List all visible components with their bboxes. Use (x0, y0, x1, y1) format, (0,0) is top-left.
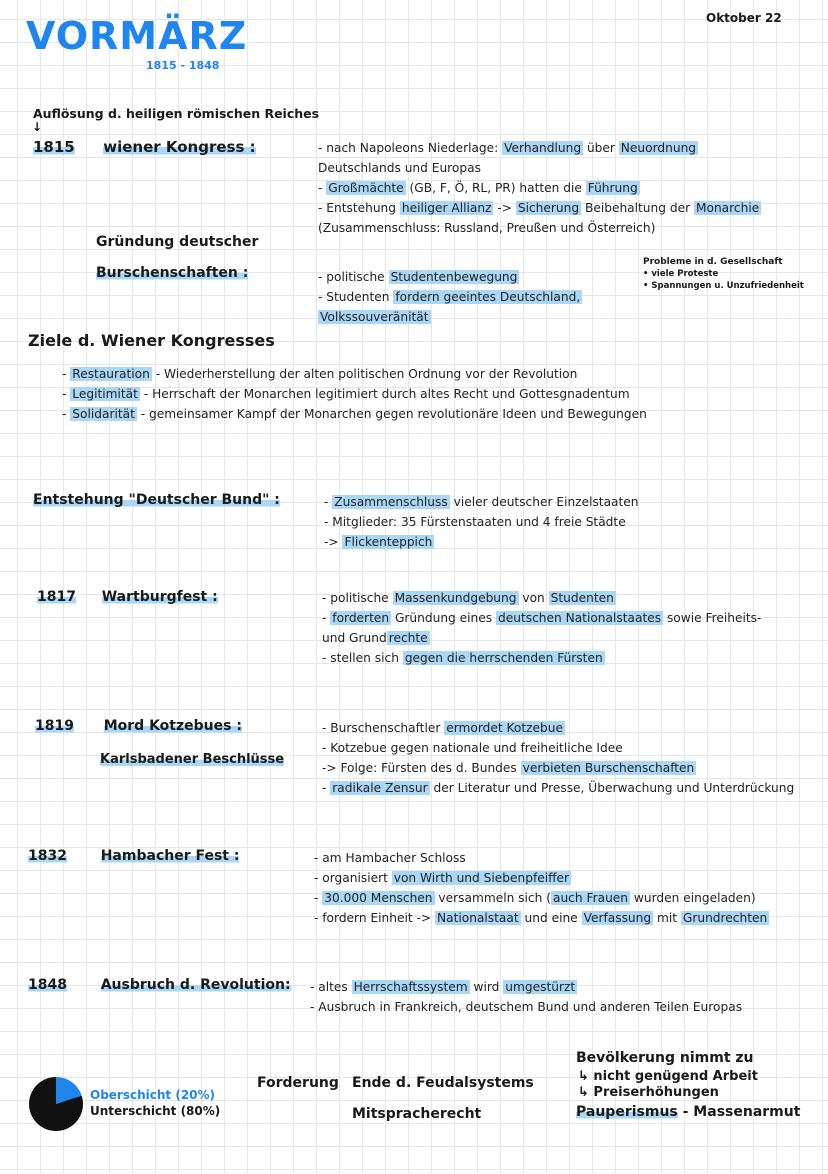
note-text: - politische (318, 270, 389, 284)
note-line (318, 178, 761, 198)
highlighted-term: deutschen Nationalstaates (497, 611, 662, 625)
highlighted-term: Verfassung (583, 911, 652, 925)
note-text: versammeln sich ( (434, 891, 551, 905)
note-text: -> (493, 201, 516, 215)
wartburg-heading (37, 589, 218, 605)
note-text: - (322, 781, 331, 795)
oberschicht-label: Oberschicht (20%) (90, 1088, 216, 1102)
note-line (322, 738, 794, 758)
note-text: mit (653, 911, 681, 925)
intro-line: Auflösung d. heiligen römischen Reiches (33, 106, 320, 121)
wartburg-year: 1817 (37, 589, 76, 605)
hambach-notes (314, 848, 769, 928)
note-text: - Studenten (318, 290, 394, 304)
highlighted-term: radikale Zensur (332, 781, 428, 795)
note-text: - Ausbruch in Frankreich, deutschem Bund und anderen Teilen Europas (310, 1000, 743, 1014)
ziele-heading: Ziele d. Wiener Kongresses (28, 331, 275, 350)
wiener-kongress-heading (33, 138, 256, 156)
note-text: - (62, 407, 71, 421)
highlighted-term: umgestürzt (505, 980, 576, 994)
note-line (322, 758, 794, 778)
highlighted-term: fordern geeintes Deutschland, (395, 290, 581, 304)
forderung-item: Ende d. Feudalsystems (352, 1075, 534, 1091)
note-text: (GB, F, Ö, RL, PR) hatten die (405, 181, 586, 195)
highlighted-term: Restauration (72, 367, 150, 381)
period-years: 1815 - 1848 (146, 59, 220, 72)
probleme-title: Probleme in d. Gesellschaft (643, 257, 783, 267)
burschenschaften-heading-line1: Gründung deutscher (96, 234, 259, 250)
highlighted-term: Zusammenschluss (334, 495, 448, 509)
note-text: -> Folge: Fürsten des d. Bundes (322, 761, 521, 775)
highlighted-term: forderten (332, 611, 390, 625)
note-text: - (314, 891, 323, 905)
note-line (318, 287, 582, 307)
highlighted-term: Studenten (550, 591, 614, 605)
highlighted-term: Solidarität (72, 407, 135, 421)
note-line (318, 267, 582, 287)
note-line (322, 718, 794, 738)
note-line (314, 848, 769, 868)
revolution-title: Ausbruch d. Revolution: (100, 977, 291, 993)
karlsbad-heading (100, 752, 284, 767)
highlighted-term: Neuordnung (620, 141, 697, 155)
bund-title: Entstehung "Deutscher Bund" : (33, 492, 280, 508)
note-text: Beibehaltung der (581, 201, 694, 215)
highlighted-term: ermordet Kotzebue (446, 721, 564, 735)
note-text: - Mitglieder: 35 Fürstenstaaten und 4 freie Städte (324, 515, 626, 529)
kotzebue-title: Mord Kotzebues : (103, 718, 242, 734)
note-text: - Kotzebue gegen nationale und freiheitliche Idee (322, 741, 623, 755)
note-line (62, 404, 647, 424)
note-text: - (318, 181, 327, 195)
ziele-notes (62, 364, 647, 424)
highlighted-term: verbieten Burschenschaften (522, 761, 695, 775)
highlighted-term: Herrschaftssystem (353, 980, 468, 994)
highlighted-term: Monarchie (695, 201, 760, 215)
highlighted-term: Massenkundgebung (394, 591, 517, 605)
highlighted-term: Führung (587, 181, 638, 195)
note-text: - Entstehung (318, 201, 400, 215)
wiener-kongress-year: 1815 (33, 138, 75, 156)
bevoelkerung-sub: ↳ nicht genügend Arbeit (578, 1069, 758, 1084)
highlighted-term: Sicherung (517, 201, 580, 215)
note-text: - (324, 495, 333, 509)
note-text: wird (469, 980, 504, 994)
note-line (62, 384, 647, 404)
society-pie-chart (29, 1077, 83, 1131)
note-text: über (583, 141, 619, 155)
note-text: - (62, 367, 71, 381)
note-text: - stellen sich (322, 651, 403, 665)
pauperismus-line (576, 1104, 800, 1120)
note-line (322, 628, 761, 648)
highlighted-term: Volkssouveränität (320, 310, 429, 324)
note-line (322, 648, 761, 668)
burschenschaften-title: Burschenschaften : (96, 265, 249, 281)
note-line (314, 908, 769, 928)
note-text: - fordern Einheit -> (314, 911, 435, 925)
pauperismus-term: Pauperismus (576, 1104, 678, 1120)
note-line (322, 608, 761, 628)
note-text: sowie Freiheits- (663, 611, 762, 625)
probleme-item: • Spannungen u. Unzufriedenheit (643, 281, 804, 291)
note-date: Oktober 22 (706, 11, 782, 25)
bevoelkerung-line: Bevölkerung nimmt zu (576, 1050, 754, 1066)
bund-notes (324, 492, 639, 552)
note-text: - (322, 611, 331, 625)
forderung-label: Forderung (257, 1075, 339, 1091)
kotzebue-heading (35, 718, 242, 734)
note-line (318, 307, 582, 327)
hambach-heading (28, 848, 239, 864)
note-line (318, 158, 761, 178)
bund-heading (33, 492, 280, 508)
note-text: - (62, 387, 71, 401)
note-text: (Zusammenschluss: Russland, Preußen und Österreich) (318, 221, 656, 235)
karlsbad-title: Karlsbadener Beschlüsse (100, 752, 285, 767)
note-line (318, 138, 761, 158)
highlighted-term: rechte (388, 631, 428, 645)
note-text: - nach Napoleons Niederlage: (318, 141, 503, 155)
note-text: vieler deutscher Einzelstaaten (449, 495, 639, 509)
intro-arrow: ↓ (32, 120, 43, 134)
revolution-notes (310, 977, 742, 1017)
highlighted-term: Nationalstaat (437, 911, 519, 925)
highlighted-term: von Wirth und Siebenpfeiffer (393, 871, 570, 885)
kotzebue-notes (322, 718, 794, 798)
note-text: Gründung eines (391, 611, 496, 625)
note-line (318, 198, 761, 218)
note-text: - Wiederherstellung der alten politischen Ordnung vor der Revolution (151, 367, 578, 381)
forderung-item: Mitspracherecht (352, 1106, 482, 1122)
highlighted-term: Legitimität (72, 387, 138, 401)
note-line (62, 364, 647, 384)
highlighted-term: Großmächte (328, 181, 404, 195)
note-line (310, 977, 742, 997)
note-line (324, 512, 639, 532)
hambach-year: 1832 (28, 848, 67, 864)
highlighted-term: 30.000 Menschen (324, 891, 433, 905)
highlighted-term: Studentenbewegung (390, 270, 518, 284)
massenarmut-term: - Massenarmut (677, 1104, 801, 1120)
note-text: von (518, 591, 549, 605)
note-text: - altes (310, 980, 352, 994)
page-title: VORMÄRZ (26, 14, 248, 58)
note-text: und Grund (322, 631, 387, 645)
highlighted-term: Flickenteppich (344, 535, 433, 549)
highlighted-term: gegen die herrschenden Fürsten (404, 651, 603, 665)
note-line (322, 588, 761, 608)
note-text: Deutschlands und Europas (318, 161, 481, 175)
wiener-kongress-notes (318, 138, 761, 238)
note-text: wurden eingeladen) (630, 891, 756, 905)
hambach-title: Hambacher Fest : (100, 848, 240, 864)
wartburg-notes (322, 588, 761, 668)
note-text: -> (324, 535, 343, 549)
burschenschaften-heading-line2 (96, 265, 248, 281)
note-line (324, 532, 639, 552)
note-line (310, 997, 742, 1017)
note-text: - Burschenschaftler (322, 721, 445, 735)
note-text: - organisiert (314, 871, 392, 885)
highlighted-term: Verhandlung (504, 141, 582, 155)
highlighted-term: auch Frauen (552, 891, 629, 905)
highlighted-term: Grundrechten (682, 911, 768, 925)
note-line (324, 492, 639, 512)
note-text: - Herrschaft der Monarchen legitimiert durch altes Recht und Gottesgnadentum (139, 387, 630, 401)
note-line (318, 218, 761, 238)
note-line (322, 778, 794, 798)
note-text: - am Hambacher Schloss (314, 851, 466, 865)
burschenschaften-notes (318, 267, 582, 327)
probleme-side-note (643, 256, 804, 292)
note-text: - politische (322, 591, 393, 605)
note-text: und eine (520, 911, 582, 925)
revolution-heading (28, 977, 291, 993)
wiener-kongress-title: wiener Kongress : (103, 138, 256, 156)
note-line (314, 888, 769, 908)
probleme-item: • viele Proteste (643, 269, 719, 279)
note-text: - gemeinsamer Kampf der Monarchen gegen revolutionäre Ideen und Bewegungen (136, 407, 647, 421)
revolution-year: 1848 (28, 977, 67, 993)
kotzebue-year: 1819 (35, 718, 74, 734)
highlighted-term: heiliger Allianz (401, 201, 492, 215)
note-line (314, 868, 769, 888)
note-text: der Literatur und Presse, Überwachung und Unterdrückung (429, 781, 795, 795)
unterschicht-label: Unterschicht (80%) (90, 1104, 221, 1118)
wartburg-title: Wartburgfest : (101, 589, 218, 605)
bevoelkerung-sub: ↳ Preiserhöhungen (578, 1085, 719, 1100)
